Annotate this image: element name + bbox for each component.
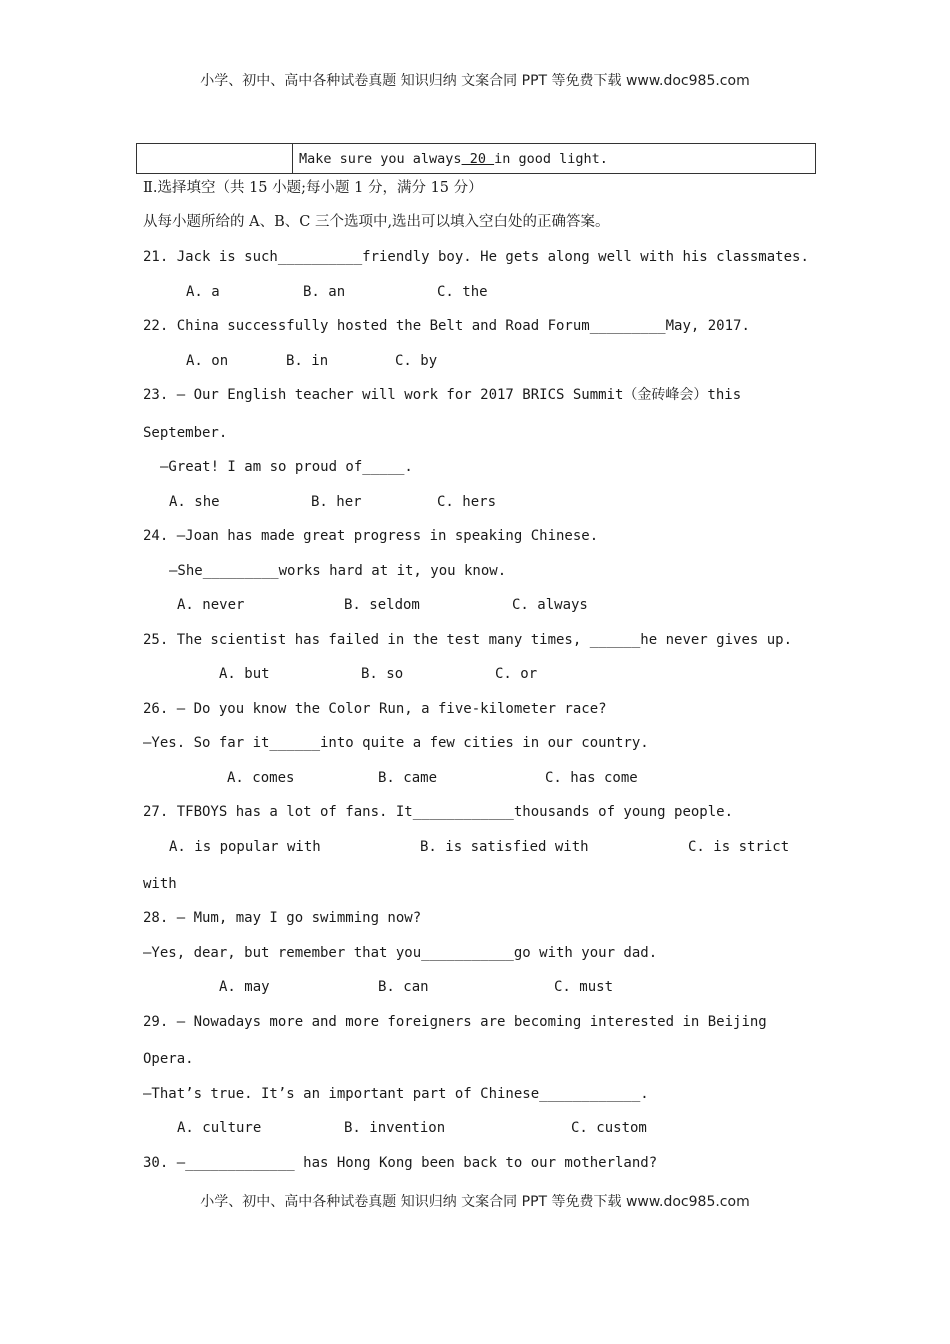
question-24-response: —She_________works hard at it, you know. xyxy=(169,563,507,579)
question-29-option-c: C. custom xyxy=(571,1120,647,1136)
question-29-option-b: B. invention xyxy=(344,1120,446,1136)
question-23-response: —Great! I am so proud of_____. xyxy=(160,459,413,475)
question-29-stem: 29. — Nowadays more and more foreigners are becoming interested in Beijing xyxy=(143,1014,767,1030)
question-22-option-a: A. on xyxy=(186,353,229,369)
question-27-option-b: B. is satisfied with xyxy=(420,839,589,855)
blank-20: 20 xyxy=(461,150,495,167)
question-21-option-a: A. a xyxy=(186,284,220,300)
table-row xyxy=(137,144,816,174)
question-24-option-a: A. never xyxy=(177,597,245,613)
question-28-option-a: A. may xyxy=(219,979,270,995)
question-25-option-c: C. or xyxy=(495,666,538,682)
question-23-stem: 23. — Our English teacher will work for 2017 BRICS Summit（金砖峰会）this xyxy=(143,387,742,403)
question-27-option-c-cont: with xyxy=(143,876,177,892)
question-27-option-a: A. is popular with xyxy=(169,839,321,855)
question-30-stem: 30. —_____________ has Hong Kong been back to our motherland? xyxy=(143,1155,658,1171)
question-24-stem: 24. —Joan has made great progress in speaking Chinese. xyxy=(143,528,599,544)
question-26-option-b: B. came xyxy=(378,770,438,786)
question-23-option-c: C. hers xyxy=(437,494,497,510)
question-25-stem: 25. The scientist has failed in the test many times, ______he never gives up. xyxy=(143,632,793,648)
table-text-pre: Make sure you always xyxy=(299,150,462,167)
page-header-ad: 小学、初中、高中各种试卷真题 知识归纳 文案合同 PPT 等免费下载 www.doc985.com xyxy=(200,73,750,89)
question-26-option-a: A. comes xyxy=(227,770,295,786)
question-28-option-c: C. must xyxy=(554,979,614,995)
question-26-stem: 26. — Do you know the Color Run, a five-kilometer race? xyxy=(143,701,607,717)
question-29-stem-cont: Opera. xyxy=(143,1051,194,1067)
question-26-response: —Yes. So far it______into quite a few cities in our country. xyxy=(143,735,649,751)
section-title: Ⅱ.选择填空（共 15 小题;每小题 1 分，满分 15 分） xyxy=(143,180,483,196)
question-21-option-b: B. an xyxy=(303,284,346,300)
question-26-option-c: C. has come xyxy=(545,770,638,786)
question-22-option-b: B. in xyxy=(286,353,329,369)
table-cell-right xyxy=(293,144,816,174)
question-22-stem: 22. China successfully hosted the Belt and Road Forum_________May, 2017. xyxy=(143,318,750,334)
question-28-option-b: B. can xyxy=(378,979,429,995)
question-21-option-c: C. the xyxy=(437,284,488,300)
question-23-option-a: A. she xyxy=(169,494,220,510)
question-25-option-b: B. so xyxy=(361,666,404,682)
question-23-option-b: B. her xyxy=(311,494,362,510)
question-27-stem: 27. TFBOYS has a lot of fans. It____________thousands of young people. xyxy=(143,804,734,820)
question-23-stem-cont: September. xyxy=(143,425,228,441)
answer-table xyxy=(136,143,816,174)
section-instruction: 从每小题所给的 A、B、C 三个选项中,选出可以填入空白处的正确答案。 xyxy=(143,214,610,230)
question-21-stem: 21. Jack is such__________friendly boy. He gets along well with his classmates. xyxy=(143,249,809,265)
question-24-option-c: C. always xyxy=(512,597,588,613)
page-footer-ad: 小学、初中、高中各种试卷真题 知识归纳 文案合同 PPT 等免费下载 www.doc985.com xyxy=(200,1194,750,1210)
question-28-response: —Yes, dear, but remember that you___________go with your dad. xyxy=(143,945,658,961)
question-27-option-c: C. is strict xyxy=(688,839,790,855)
question-28-stem: 28. — Mum, may I go swimming now? xyxy=(143,910,422,926)
question-29-option-a: A. culture xyxy=(177,1120,262,1136)
table-text-post: in good light. xyxy=(494,150,608,167)
table-cell-left xyxy=(137,144,293,174)
question-22-option-c: C. by xyxy=(395,353,438,369)
question-24-option-b: B. seldom xyxy=(344,597,420,613)
question-25-option-a: A. but xyxy=(219,666,270,682)
question-29-response: —That’s true. It’s an important part of Chinese____________. xyxy=(143,1086,649,1102)
